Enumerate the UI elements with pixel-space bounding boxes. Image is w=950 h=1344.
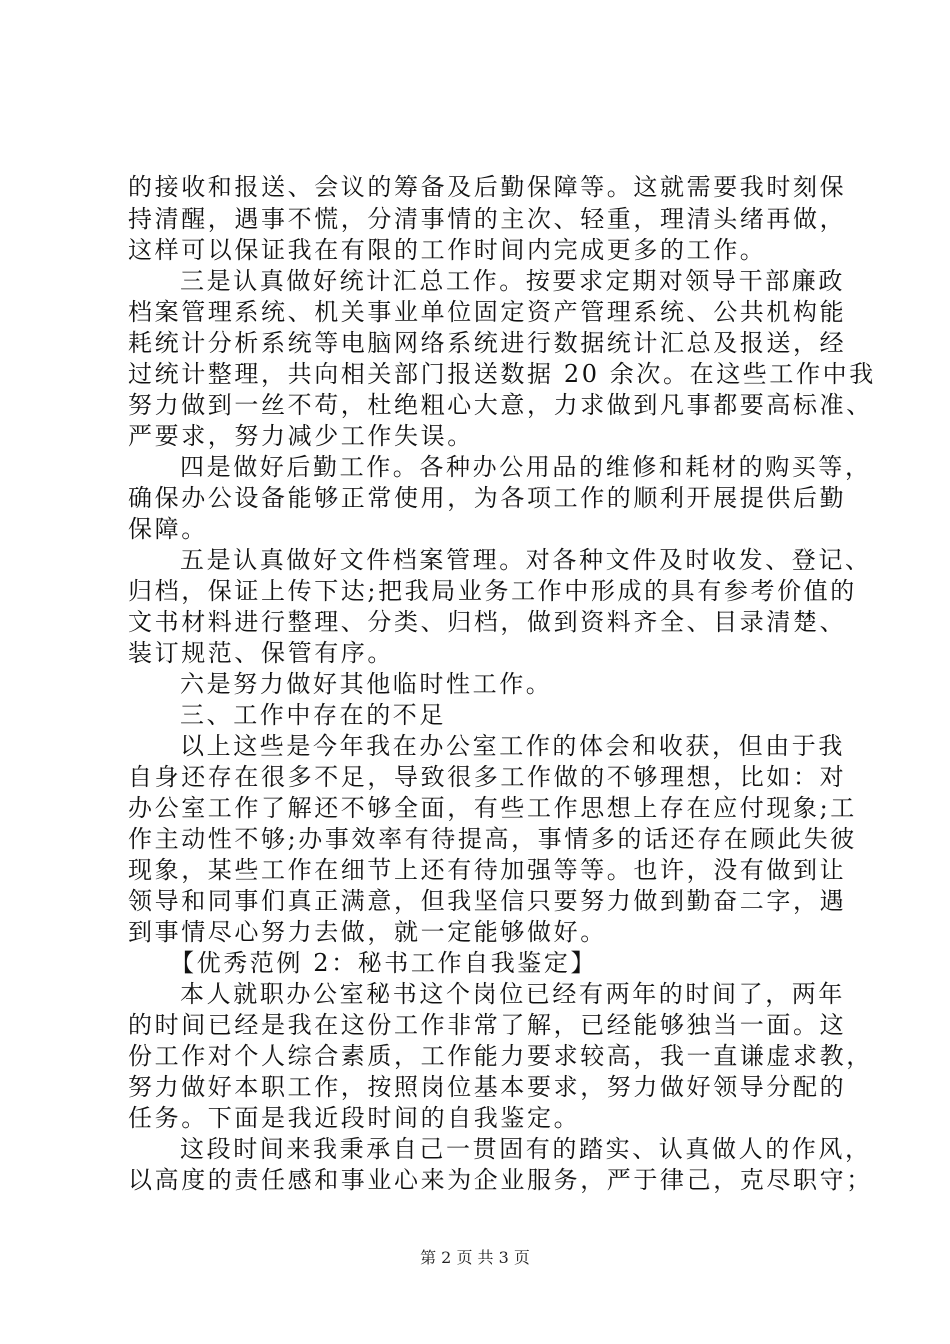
text-line: 的接收和报送、会议的筹备及后勤保障等。这就需要我时刻保 bbox=[128, 173, 847, 201]
text-line: 努力做到一丝不苟，杜绝粗心大意，力求做到凡事都要高标准、 bbox=[128, 391, 873, 419]
text-line: 以上这些是今年我在办公室工作的体会和收获，但由于我 bbox=[180, 732, 845, 760]
text-line: 文书材料进行整理、分类、归档，做到资料齐全、目录清楚、 bbox=[128, 608, 847, 636]
page-footer: 第 2 页 共 3 页 bbox=[420, 1248, 530, 1267]
text-line: 现象，某些工作在细节上还有待加强等等。也许，没有做到让 bbox=[128, 856, 847, 884]
text-line: 四是做好后勤工作。各种办公用品的维修和耗材的购买等， bbox=[180, 453, 872, 481]
text-line: 保障。 bbox=[128, 515, 208, 543]
text-line: 份工作对个人综合素质，工作能力要求较高，我一直谦虚求教， bbox=[128, 1042, 873, 1070]
text-line: 档案管理系统、机关事业单位固定资产管理系统、公共机构能 bbox=[128, 298, 847, 326]
text-line: 三是认真做好统计汇总工作。按要求定期对领导干部廉政 bbox=[180, 267, 845, 295]
text-line: 领导和同事们真正满意，但我坚信只要努力做到勤奋二字，遇 bbox=[128, 887, 847, 915]
text-line: 确保办公设备能够正常使用，为各项工作的顺利开展提供后勤 bbox=[128, 484, 847, 512]
text-line: 的时间已经是我在这份工作非常了解，已经能够独当一面。这 bbox=[128, 1011, 847, 1039]
text-line: 装订规范、保管有序。 bbox=[128, 639, 394, 667]
text-line: 六是努力做好其他临时性工作。 bbox=[180, 670, 553, 698]
text-line: 这段时间来我秉承自己一贯固有的踏实、认真做人的作风， bbox=[180, 1135, 872, 1163]
text-line: 本人就职办公室秘书这个岗位已经有两年的时间了，两年 bbox=[180, 980, 845, 1008]
section-heading: 三、工作中存在的不足 bbox=[180, 701, 446, 729]
text-line: 这样可以保证我在有限的工作时间内完成更多的工作。 bbox=[128, 236, 767, 264]
text-line: 自身还存在很多不足，导致很多工作做的不够理想，比如：对 bbox=[128, 763, 847, 791]
text-line: 持清醒，遇事不慌，分清事情的主次、轻重，理清头绪再做， bbox=[128, 205, 847, 233]
text-line: 作主动性不够;办事效率有待提高，事情多的话还存在顾此失彼 bbox=[128, 825, 857, 853]
example-heading: 【优秀范例 2：秘书工作自我鉴定】 bbox=[170, 949, 598, 977]
text-line: 到事情尽心努力去做，就一定能够做好。 bbox=[128, 918, 607, 946]
text-line: 严要求，努力减少工作失误。 bbox=[128, 422, 474, 450]
text-line: 耗统计分析系统等电脑网络系统进行数据统计汇总及报送，经 bbox=[128, 329, 847, 357]
text-line: 过统计整理，共向相关部门报送数据 20 余次。在这些工作中我 bbox=[128, 360, 876, 388]
text-line: 努力做好本职工作，按照岗位基本要求，努力做好领导分配的 bbox=[128, 1073, 847, 1101]
text-line: 归档，保证上传下达;把我局业务工作中形成的具有参考价值的 bbox=[128, 577, 857, 605]
text-line: 办公室工作了解还不够全面，有些工作思想上存在应付现象;工 bbox=[128, 794, 857, 822]
text-line: 以高度的责任感和事业心来为企业服务，严于律己，克尽职守； bbox=[128, 1166, 873, 1194]
text-line: 五是认真做好文件档案管理。对各种文件及时收发、登记、 bbox=[180, 546, 872, 574]
text-line: 任务。下面是我近段时间的自我鉴定。 bbox=[128, 1104, 581, 1132]
